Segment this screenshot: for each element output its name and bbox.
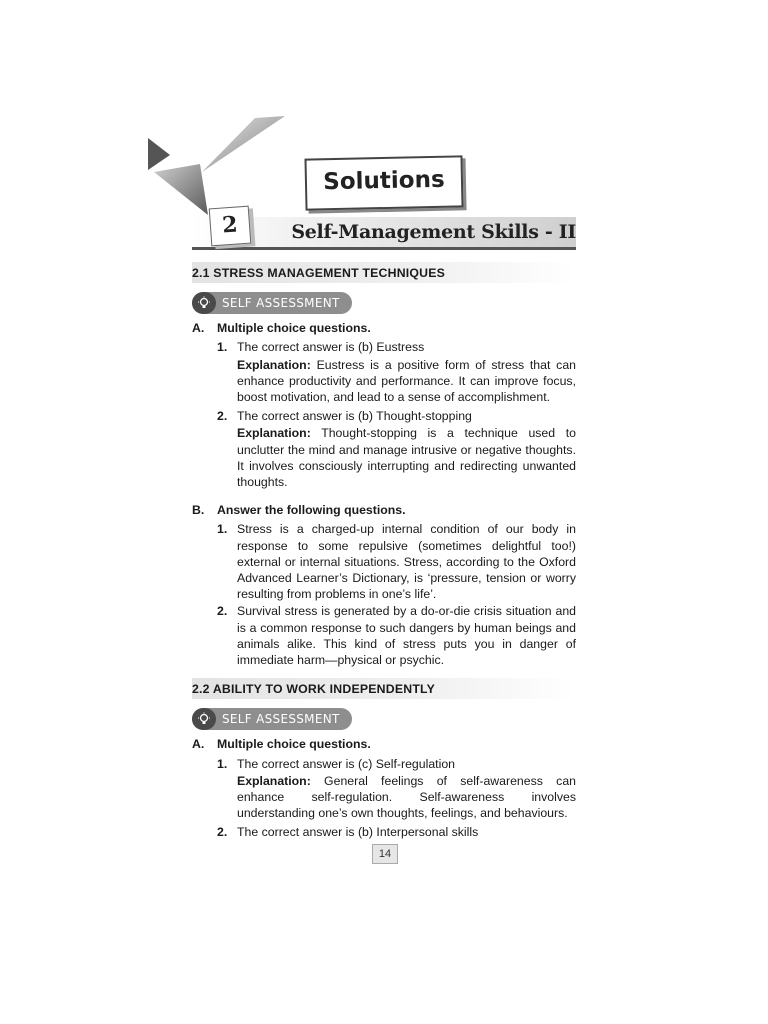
triangle-shape bbox=[202, 116, 285, 172]
answer-item bbox=[192, 824, 576, 840]
decorative-triangles bbox=[140, 110, 290, 220]
self-assessment-label: SELF ASSESSMENT bbox=[222, 296, 340, 311]
answer-item bbox=[192, 756, 576, 772]
question-group-heading bbox=[192, 502, 576, 518]
lightbulb-icon bbox=[192, 292, 216, 314]
answer-number: 2. bbox=[217, 825, 228, 840]
question-group-title: Multiple choice questions. bbox=[217, 737, 371, 752]
question-letter: A. bbox=[192, 737, 205, 752]
question-group-title: Answer the following questions. bbox=[217, 503, 406, 518]
self-assessment-badge bbox=[192, 708, 352, 730]
answer-item bbox=[192, 339, 576, 355]
answer-text: The correct answer is (b) Interpersonal skills bbox=[237, 825, 479, 840]
answer-item bbox=[192, 603, 576, 668]
chapter-number: 2 bbox=[221, 211, 239, 239]
answer-number: 1. bbox=[217, 522, 228, 537]
explanation-label: Explanation: bbox=[237, 426, 311, 441]
explanation-text: Eustress is a positive form of stress that can enhance productivity and performance. It can improve focus, boost motivation, and lead to a sense of accomplishment. bbox=[237, 357, 576, 405]
page-content bbox=[192, 262, 576, 842]
solutions-title-box bbox=[304, 155, 463, 210]
answer-text: The correct answer is (b) Eustress bbox=[237, 340, 425, 355]
explanation bbox=[237, 357, 576, 406]
section-heading: 2.1 STRESS MANAGEMENT TECHNIQUES bbox=[192, 262, 576, 283]
triangle-shape bbox=[148, 138, 170, 170]
question-group-title: Multiple choice questions. bbox=[217, 321, 371, 336]
question-letter: B. bbox=[192, 503, 205, 518]
chapter-title: Self-Management Skills - II bbox=[291, 221, 576, 243]
answer-number: 1. bbox=[217, 340, 228, 355]
answer-number: 2. bbox=[217, 604, 228, 619]
chapter-number-box bbox=[209, 206, 252, 247]
explanation-text: General feelings of self-awareness can enhance self-regulation. Self-awareness involves understanding one’s own thoughts, feelings, and behaviours. bbox=[237, 773, 576, 821]
triangle-shape bbox=[154, 164, 208, 215]
explanation bbox=[237, 425, 576, 490]
page-title: Solutions bbox=[323, 166, 445, 196]
answer-text: Stress is a charged-up internal condition of our body in response to some repulsive (sometimes delightful too!) external or internal situations. Stress, according to the Oxford Advanced Learner’s Dictionary, is ‘pressure, tension or worry resulting from problems in one’s life’. bbox=[237, 522, 576, 602]
explanation-text: Thought-stopping is a technique used to unclutter the mind and manage intrusive or negative thoughts. It involves consciously interrupting and redirecting unwanted thoughts. bbox=[237, 426, 576, 490]
lightbulb-icon bbox=[192, 708, 216, 730]
explanation-label: Explanation: bbox=[237, 357, 311, 372]
answer-number: 1. bbox=[217, 756, 228, 771]
explanation-label: Explanation: bbox=[237, 773, 311, 788]
explanation bbox=[237, 773, 576, 822]
answer-number: 2. bbox=[217, 409, 228, 424]
question-group-heading bbox=[192, 320, 576, 336]
answer-text: Survival stress is generated by a do-or-die crisis situation and is a common response to such dangers by human beings and animals alike. This kind of stress puts you in danger of immediate harm—physical or psychic. bbox=[237, 604, 576, 668]
answer-item bbox=[192, 408, 576, 424]
answer-text: The correct answer is (c) Self-regulation bbox=[237, 756, 456, 771]
answer-text: The correct answer is (b) Thought-stopping bbox=[237, 409, 472, 424]
question-group-heading bbox=[192, 736, 576, 752]
section-heading: 2.2 ABILITY TO WORK INDEPENDENTLY bbox=[192, 678, 576, 699]
question-letter: A. bbox=[192, 321, 205, 336]
self-assessment-badge bbox=[192, 292, 352, 314]
self-assessment-label: SELF ASSESSMENT bbox=[222, 712, 340, 727]
answer-item bbox=[192, 521, 576, 602]
page-number: 14 bbox=[372, 844, 398, 864]
